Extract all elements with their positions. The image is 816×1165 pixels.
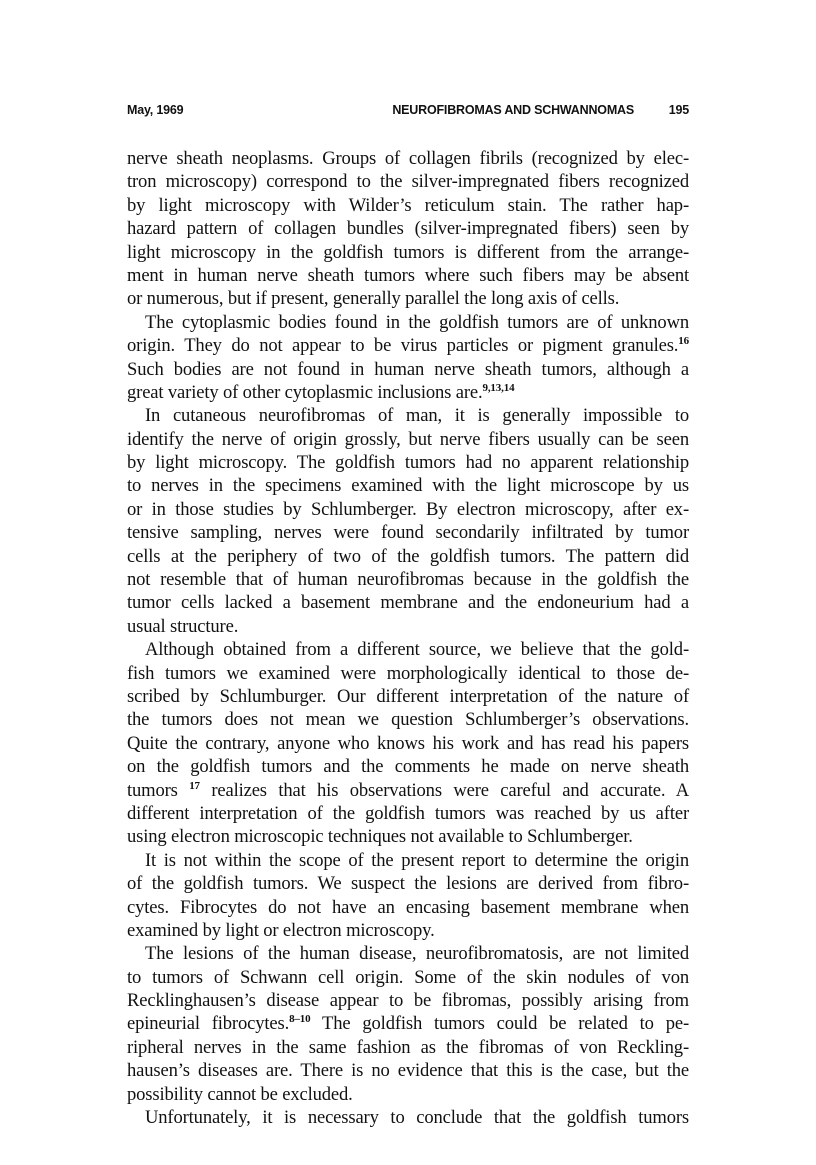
body-text	[127, 147, 689, 1129]
text-line	[127, 662, 689, 685]
text-line	[127, 521, 689, 544]
line-text: The lesions of the human disease, neurofibromatosis, are not limited	[145, 943, 689, 965]
line-text: nerve sheath neoplasms. Groups of collagen fibrils (recognized by elec-	[127, 148, 689, 169]
line-text: tron microscopy) correspond to the silver-impregnated fibers recognized	[127, 171, 689, 193]
text-line	[127, 755, 689, 778]
text-line	[127, 1036, 689, 1059]
line-text: to tumors of Schwann cell origin. Some of the skin nodules of von	[127, 966, 689, 988]
text-line	[127, 311, 689, 334]
line-text: identify the nerve of origin grossly, but nerve fibers usually can be seen	[127, 428, 689, 450]
reference-superscript: 9,13,14	[482, 381, 515, 394]
line-text: The cytoplasmic bodies found in the goldfish tumors are of unknown	[145, 311, 689, 333]
line-text: hausen’s diseases are. There is no evidence that this is the case, but the	[127, 1060, 689, 1082]
text-line	[127, 428, 689, 451]
text-line	[127, 638, 689, 661]
reference-superscript: 8–10	[289, 1013, 311, 1026]
line-text: Such bodies are not found in human nerve sheath tumors, although a	[127, 358, 689, 380]
text-line	[127, 358, 689, 381]
line-text: It is not within the scope of the present report to determine the origin	[145, 849, 689, 871]
text-line	[127, 451, 689, 474]
page-number: 195	[668, 103, 689, 117]
line-text-continued: realizes that his observations were careful and accurate. A	[199, 779, 690, 801]
text-line	[127, 381, 689, 404]
text-line	[127, 591, 689, 614]
text-line	[127, 217, 689, 240]
line-text: examined by light or electron microscopy.	[127, 919, 435, 941]
line-text: on the goldfish tumors and the comments he made on nerve sheath	[127, 756, 689, 778]
line-text: epineurial fibrocytes.	[127, 1013, 290, 1035]
line-text: or numerous, but if present, generally parallel the long axis of cells.	[127, 288, 620, 310]
running-title: NEUROFIBROMAS AND SCHWANNOMAS	[392, 103, 634, 117]
text-line	[127, 732, 689, 755]
text-line	[127, 872, 689, 895]
line-text: or in those studies by Schlumberger. By electron microscopy, after ex-	[127, 498, 689, 520]
text-line	[127, 919, 689, 942]
text-line	[127, 287, 689, 310]
text-line	[127, 498, 689, 521]
text-line	[127, 1106, 689, 1129]
line-text: tumor cells lacked a basement membrane and the endoneurium had a	[127, 592, 689, 614]
line-text: Recklinghausen’s disease appear to be fibromas, possibly arising from	[127, 990, 689, 1012]
line-text: tensive sampling, nerves were found secondarily infiltrated by tumor	[127, 522, 689, 544]
text-line	[127, 474, 689, 497]
text-line	[127, 1012, 689, 1035]
line-text: In cutaneous neurofibromas of man, it is generally impossible to	[145, 405, 689, 427]
line-text: usual structure.	[127, 615, 239, 637]
text-line	[127, 896, 689, 919]
reference-superscript: 17	[189, 779, 200, 792]
line-text: cells at the periphery of two of the goldfish tumors. The pattern did	[127, 545, 689, 567]
line-text: to nerves in the specimens examined with the light microscope by us	[127, 475, 689, 497]
line-text: ment in human nerve sheath tumors where such fibers may be absent	[127, 264, 689, 286]
text-line	[127, 194, 689, 217]
line-text: hazard pattern of collagen bundles (silver-impregnated fibers) seen by	[127, 218, 689, 240]
text-line	[127, 147, 689, 170]
line-text-continued: The goldfish tumors could be related to pe-	[310, 1013, 689, 1035]
line-text: possibility cannot be excluded.	[127, 1083, 353, 1105]
line-text: Although obtained from a different source, we believe that the gold-	[145, 639, 689, 661]
line-text: not resemble that of human neurofibromas because in the goldfish the	[127, 569, 689, 591]
reference-superscript: 16	[678, 335, 689, 348]
text-line	[127, 989, 689, 1012]
text-line	[127, 685, 689, 708]
line-text: by light microscopy. The goldfish tumors had no apparent relationship	[127, 452, 689, 474]
line-text: the tumors does not mean we question Schlumberger’s observations.	[127, 709, 689, 731]
text-line	[127, 615, 689, 638]
text-line	[127, 241, 689, 264]
text-line	[127, 942, 689, 965]
line-text: different interpretation of the goldfish tumors was reached by us after	[127, 802, 689, 824]
line-text: ripheral nerves in the same fashion as the fibromas of von Reckling-	[127, 1036, 689, 1058]
line-text: scribed by Schlumburger. Our different interpretation of the nature of	[127, 685, 689, 707]
line-text: origin. They do not appear to be virus particles or pigment granules.	[127, 335, 679, 357]
text-line	[127, 708, 689, 731]
line-text: Unfortunately, it is necessary to conclude that the goldfish tumors	[145, 1107, 689, 1129]
text-line	[127, 849, 689, 872]
text-line	[127, 568, 689, 591]
line-text: of the goldfish tumors. We suspect the lesions are derived from fibro-	[127, 873, 689, 895]
line-text: fish tumors we examined were morphologically identical to those de-	[127, 662, 689, 684]
issue-date: May, 1969	[127, 103, 184, 117]
text-line	[127, 802, 689, 825]
line-text: by light microscopy with Wilder’s reticulum stain. The rather hap-	[127, 194, 689, 216]
line-text: light microscopy in the goldfish tumors is different from the arrange-	[127, 241, 689, 263]
text-line	[127, 966, 689, 989]
text-line	[127, 825, 689, 848]
line-text: Quite the contrary, anyone who knows his work and has read his papers	[127, 732, 689, 754]
text-line	[127, 545, 689, 568]
text-line	[127, 264, 689, 287]
line-text: cytes. Fibrocytes do not have an encasing basement membrane when	[127, 896, 689, 918]
line-text: tumors	[127, 779, 190, 801]
running-head	[127, 103, 689, 123]
text-line	[127, 1083, 689, 1106]
text-line	[127, 404, 689, 427]
text-line	[127, 170, 689, 193]
text-line	[127, 334, 689, 357]
text-line	[127, 779, 689, 802]
line-text: using electron microscopic techniques not available to Schlumberger.	[127, 826, 633, 848]
line-text: great variety of other cytoplasmic inclusions are.	[127, 381, 483, 403]
text-line	[127, 1059, 689, 1082]
